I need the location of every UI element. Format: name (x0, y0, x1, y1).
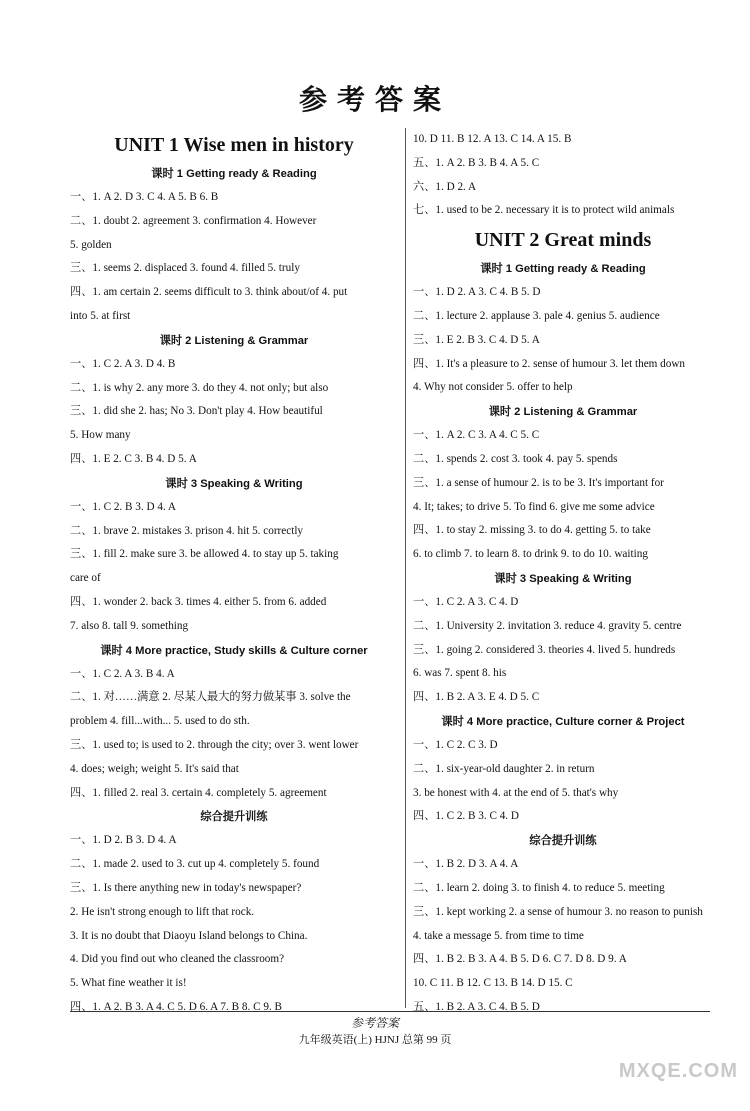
answer-line: 2. He isn't strong enough to lift that rock. (70, 905, 255, 918)
answer-line: 四、1. It's a pleasure to 2. sense of humour 3. let them down (413, 357, 686, 370)
answer-line: 四、1. am certain 2. seems difficult to 3. think about/of 4. put (70, 286, 348, 299)
answer-line: 四、1. to stay 2. missing 3. to do 4. getting 5. to take (413, 524, 651, 537)
answer-line: care of (70, 572, 101, 585)
lesson-heading: 课时 3 Speaking & Writing (165, 477, 303, 490)
answer-line: 一、1. A 2. D 3. C 4. A 5. B 6. B (70, 191, 219, 203)
answer-line: 三、1. seems 2. displaced 3. found 4. filled 5. truly (70, 262, 300, 275)
answer-line: problem 4. fill...with... 5. used to do sth. (70, 715, 250, 728)
lesson-heading: 综合提升训练 (529, 835, 597, 848)
answer-line: 二、1. spends 2. cost 3. took 4. pay 5. spends (413, 452, 618, 465)
lesson-heading: 课时 2 Listening & Grammar (159, 334, 309, 347)
answer-line: 一、1. C 2. A 3. D 4. B (70, 357, 176, 370)
answer-line: 七、1. used to be 2. necessary it is to protect wild animals (413, 204, 675, 217)
answer-line: 4. does; weigh; weight 5. It's said that (70, 762, 239, 775)
unit-heading: UNIT 2 Great minds (474, 229, 652, 252)
right-column (413, 128, 713, 1020)
lesson-heading: 课时 1 Getting ready & Reading (151, 168, 317, 180)
answer-line: 一、1. D 2. A 3. C 4. B 5. D (413, 286, 541, 299)
watermark: MXQE.COM (618, 1060, 738, 1082)
answer-line: 二、1. six-year-old daughter 2. in return (413, 762, 595, 775)
footer-page-info: 九年级英语(上) HJNJ 总第 99 页 (298, 1034, 452, 1046)
answer-line: 一、1. A 2. C 3. A 4. C 5. C (413, 429, 540, 442)
answer-line: 一、1. D 2. B 3. D 4. A (70, 834, 177, 847)
answer-line: 六、1. D 2. A (413, 180, 477, 193)
answer-line: 6. was 7. spent 8. his (413, 667, 507, 680)
answer-line: 四、1. A 2. B 3. A 4. C 5. D 6. A 7. B 8. C 9. B (70, 1000, 282, 1013)
answer-line: 二、1. made 2. used to 3. cut up 4. completely 5. found (70, 858, 320, 871)
page-title: 参考答案 (298, 83, 451, 116)
answer-line: into 5. at first (70, 309, 131, 322)
answer-line: 3. be honest with 4. at the end of 5. that's why (413, 786, 619, 799)
answer-line: 一、1. C 2. A 3. B 4. A (70, 667, 175, 680)
answer-line: 一、1. C 2. C 3. D (413, 738, 498, 751)
footer-rule (70, 1011, 710, 1012)
unit-heading: UNIT 1 Wise men in history (114, 134, 354, 156)
footer-label: 参考答案 (350, 1016, 399, 1030)
answer-line: 4. Why not consider 5. offer to help (413, 381, 573, 394)
lesson-heading: 课时 4 More practice, Culture corner & Project (441, 715, 685, 728)
answer-line: 5. What fine weather it is! (70, 977, 187, 990)
answer-line: 5. golden (70, 238, 112, 251)
answer-line: 四、1. wonder 2. back 3. times 4. either 5. from 6. added (70, 595, 327, 608)
answer-line: 三、1. did she 2. has; No 3. Don't play 4. How beautiful (70, 405, 323, 418)
answer-line: 三、1. going 2. considered 3. theories 4. lived 5. hundreds (413, 643, 676, 656)
answer-line: 一、1. B 2. D 3. A 4. A (413, 858, 519, 871)
answer-line: 四、1. E 2. C 3. B 4. D 5. A (70, 452, 197, 465)
answer-line: 5. How many (70, 429, 131, 442)
answer-line: 二、1. lecture 2. applause 3. pale 4. genius 5. audience (413, 309, 660, 322)
lesson-heading: 课时 3 Speaking & Writing (494, 572, 632, 585)
answer-line: 二、1. learn 2. doing 3. to finish 4. to reduce 5. meeting (413, 881, 665, 894)
answer-line: 四、1. filled 2. real 3. certain 4. completely 5. agreement (70, 786, 327, 799)
answer-line: 三、1. used to; is used to 2. through the city; over 3. went lower (70, 738, 359, 751)
left-column (70, 128, 398, 1020)
answer-line: 10. C 11. B 12. C 13. B 14. D 15. C (413, 977, 573, 990)
answer-line: 三、1. E 2. B 3. C 4. D 5. A (413, 333, 540, 346)
answer-line: 一、1. C 2. A 3. C 4. D (413, 595, 519, 608)
answer-line: 二、1. doubt 2. agreement 3. confirmation 4. However (70, 214, 317, 227)
lesson-heading: 综合提升训练 (200, 811, 268, 824)
answer-line: 4. take a message 5. from time to time (413, 929, 584, 942)
answer-line: 三、1. a sense of humour 2. is to be 3. It's important for (413, 476, 664, 489)
answer-line: 4. It; takes; to drive 5. To find 6. give me some advice (413, 500, 655, 513)
answer-line: 二、1. 对……满意 2. 尽某人最大的努力做某事 3. solve the (70, 691, 351, 704)
answer-line: 二、1. brave 2. mistakes 3. prison 4. hit 5. correctly (70, 524, 304, 537)
answer-line: 五、1. B 2. A 3. C 4. B 5. D (413, 1000, 540, 1013)
answer-line: 6. to climb 7. to learn 8. to drink 9. to do 10. waiting (413, 548, 648, 561)
lesson-heading: 课时 1 Getting ready & Reading (480, 263, 646, 276)
answer-line: 7. also 8. tall 9. something (70, 619, 189, 632)
answer-line: 四、1. B 2. B 3. A 4. B 5. D 6. C 7. D 8. D 9. A (413, 953, 627, 966)
lesson-heading: 课时 4 More practice, Study skills & Culture corner (100, 644, 368, 657)
column-divider (405, 128, 406, 1008)
answer-line: 10. D 11. B 12. A 13. C 14. A 15. B (413, 133, 572, 145)
answer-line: 四、1. B 2. A 3. E 4. D 5. C (413, 691, 540, 704)
answer-line: 二、1. is why 2. any more 3. do they 4. not only; but also (70, 381, 329, 394)
answer-line: 三、1. kept working 2. a sense of humour 3. no reason to punish (413, 905, 703, 918)
lesson-heading: 课时 2 Listening & Grammar (488, 406, 638, 419)
answer-line: 三、1. Is there anything new in today's newspaper? (70, 881, 302, 894)
answer-line: 3. It is no doubt that Diaoyu Island belongs to China. (70, 929, 308, 942)
answer-line: 五、1. A 2. B 3. B 4. A 5. C (413, 156, 540, 169)
answer-line: 四、1. C 2. B 3. C 4. D (413, 810, 519, 823)
answer-line: 三、1. fill 2. make sure 3. be allowed 4. to stay up 5. taking (70, 548, 339, 561)
answer-line: 一、1. C 2. B 3. D 4. A (70, 500, 176, 513)
answer-line: 二、1. University 2. invitation 3. reduce 4. gravity 5. centre (413, 619, 682, 632)
answer-line: 4. Did you find out who cleaned the classroom? (70, 953, 285, 966)
